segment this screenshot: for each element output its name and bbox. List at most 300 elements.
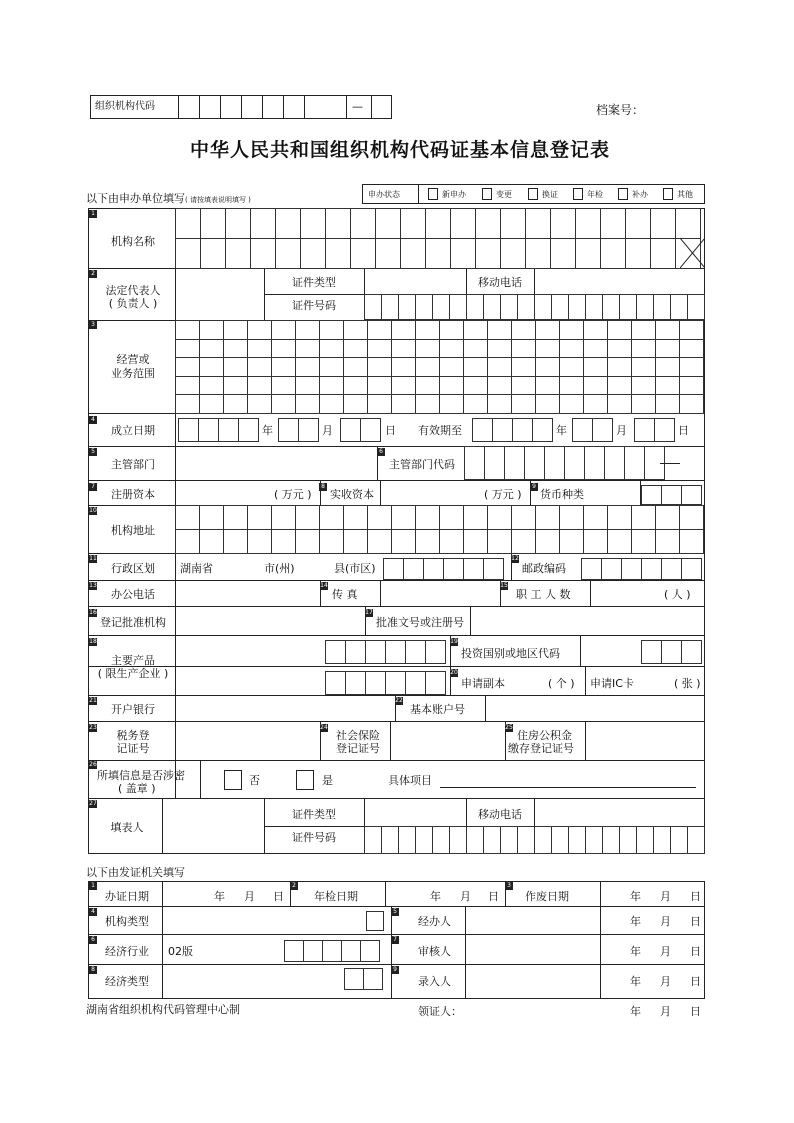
legal-rep-id-cell[interactable]: [466, 294, 484, 320]
org-name-cell[interactable]: [350, 238, 376, 269]
address-cell[interactable]: [367, 505, 392, 530]
org-name-cell[interactable]: [400, 238, 426, 269]
scope-cell[interactable]: [583, 357, 608, 377]
scope-cell[interactable]: [319, 376, 344, 396]
scope-cell[interactable]: [583, 320, 608, 340]
scope-cell[interactable]: [535, 357, 560, 377]
legal-rep-id-cell[interactable]: [398, 294, 416, 320]
scope-cell[interactable]: [415, 357, 440, 377]
filler-id-cell[interactable]: [687, 826, 705, 854]
scope-cell[interactable]: [295, 376, 320, 396]
district-cell[interactable]: [383, 558, 404, 580]
address-cell[interactable]: [607, 529, 632, 554]
legal-rep-id-cell[interactable]: [687, 294, 705, 320]
country-code-cell[interactable]: [661, 640, 682, 664]
org-name-cell[interactable]: [300, 208, 326, 239]
address-cell[interactable]: [559, 529, 584, 554]
dept-code-cell[interactable]: [604, 446, 625, 480]
org-name-cell[interactable]: [175, 238, 201, 269]
legal-rep-id-cell[interactable]: [432, 294, 450, 320]
address-cell[interactable]: [487, 529, 512, 554]
dept-code-cell[interactable]: [504, 446, 525, 480]
status-checkbox[interactable]: [573, 188, 583, 200]
filler-id-cell[interactable]: [551, 826, 569, 854]
scope-cell[interactable]: [511, 376, 536, 396]
currency-cell[interactable]: [681, 485, 702, 505]
address-cell[interactable]: [223, 505, 248, 530]
scope-cell[interactable]: [655, 394, 680, 414]
address-cell[interactable]: [343, 505, 368, 530]
org-type-cell[interactable]: [366, 911, 384, 931]
est-month-cell[interactable]: [278, 418, 299, 442]
address-cell[interactable]: [415, 505, 440, 530]
scope-cell[interactable]: [391, 357, 416, 377]
org-name-cell[interactable]: [675, 208, 701, 239]
scope-cell[interactable]: [367, 376, 392, 396]
legal-rep-id-cell[interactable]: [653, 294, 671, 320]
scope-cell[interactable]: [343, 394, 368, 414]
address-cell[interactable]: [175, 505, 200, 530]
scope-cell[interactable]: [487, 357, 512, 377]
econ-type-cell[interactable]: [344, 968, 364, 990]
address-cell[interactable]: [655, 505, 680, 530]
scope-cell[interactable]: [415, 339, 440, 359]
industry-cell[interactable]: [284, 940, 304, 962]
scope-cell[interactable]: [271, 376, 296, 396]
district-cell[interactable]: [423, 558, 444, 580]
scope-cell[interactable]: [391, 394, 416, 414]
filler-id-cell[interactable]: [432, 826, 450, 854]
org-name-cell[interactable]: [450, 208, 476, 239]
scope-cell[interactable]: [511, 339, 536, 359]
scope-cell[interactable]: [319, 394, 344, 414]
valid-month-cell[interactable]: [572, 418, 593, 442]
scope-cell[interactable]: [559, 339, 584, 359]
scope-cell[interactable]: [223, 394, 248, 414]
scope-cell[interactable]: [343, 357, 368, 377]
scope-cell[interactable]: [487, 394, 512, 414]
dept-code-cell[interactable]: [524, 446, 545, 480]
scope-cell[interactable]: [439, 320, 464, 340]
org-name-cell[interactable]: [250, 208, 276, 239]
scope-cell[interactable]: [199, 357, 224, 377]
org-name-cell[interactable]: [375, 208, 401, 239]
scope-cell[interactable]: [175, 339, 200, 359]
address-cell[interactable]: [655, 529, 680, 554]
org-name-cell[interactable]: [425, 238, 451, 269]
address-cell[interactable]: [343, 529, 368, 554]
main-product-cell[interactable]: [345, 640, 366, 664]
main-product-cell[interactable]: [425, 640, 446, 664]
scope-cell[interactable]: [199, 376, 224, 396]
legal-rep-id-cell[interactable]: [551, 294, 569, 320]
address-cell[interactable]: [391, 529, 416, 554]
scope-cell[interactable]: [655, 357, 680, 377]
scope-cell[interactable]: [535, 339, 560, 359]
scope-cell[interactable]: [319, 357, 344, 377]
address-cell[interactable]: [271, 505, 296, 530]
address-cell[interactable]: [631, 529, 656, 554]
scope-cell[interactable]: [655, 376, 680, 396]
scope-cell[interactable]: [511, 394, 536, 414]
scope-cell[interactable]: [583, 339, 608, 359]
secret-item-line[interactable]: [440, 787, 696, 788]
scope-cell[interactable]: [391, 320, 416, 340]
filler-id-cell[interactable]: [466, 826, 484, 854]
address-cell[interactable]: [295, 529, 320, 554]
scope-cell[interactable]: [247, 339, 272, 359]
filler-id-cell[interactable]: [517, 826, 535, 854]
scope-cell[interactable]: [583, 394, 608, 414]
org-name-cell[interactable]: [650, 208, 676, 239]
address-cell[interactable]: [175, 529, 200, 554]
scope-cell[interactable]: [607, 339, 632, 359]
scope-cell[interactable]: [295, 320, 320, 340]
address-cell[interactable]: [511, 505, 536, 530]
org-name-cell[interactable]: [175, 208, 201, 239]
est-year-cell[interactable]: [178, 418, 199, 442]
main-product-cell[interactable]: [405, 640, 426, 664]
filler-id-cell[interactable]: [602, 826, 620, 854]
address-cell[interactable]: [439, 505, 464, 530]
scope-cell[interactable]: [247, 357, 272, 377]
scope-cell[interactable]: [679, 339, 704, 359]
status-checkbox[interactable]: [618, 188, 628, 200]
scope-cell[interactable]: [415, 376, 440, 396]
status-checkbox[interactable]: [663, 188, 673, 200]
scope-cell[interactable]: [175, 376, 200, 396]
industry-cell[interactable]: [360, 940, 380, 962]
currency-cell[interactable]: [661, 485, 682, 505]
address-cell[interactable]: [463, 505, 488, 530]
filler-id-cell[interactable]: [381, 826, 399, 854]
legal-rep-id-cell[interactable]: [517, 294, 535, 320]
district-cell[interactable]: [483, 558, 504, 580]
org-name-cell[interactable]: [600, 208, 626, 239]
scope-cell[interactable]: [247, 394, 272, 414]
district-cell[interactable]: [403, 558, 424, 580]
scope-cell[interactable]: [559, 320, 584, 340]
legal-rep-id-cell[interactable]: [381, 294, 399, 320]
legal-rep-id-cell[interactable]: [534, 294, 552, 320]
main-product-cell[interactable]: [325, 671, 346, 695]
legal-rep-id-cell[interactable]: [364, 294, 382, 320]
org-name-cell[interactable]: [275, 208, 301, 239]
scope-cell[interactable]: [583, 376, 608, 396]
scope-cell[interactable]: [631, 320, 656, 340]
org-name-cell[interactable]: [350, 208, 376, 239]
scope-cell[interactable]: [679, 376, 704, 396]
filler-id-cell[interactable]: [500, 826, 518, 854]
org-name-cell[interactable]: [550, 238, 576, 269]
org-name-cell[interactable]: [200, 238, 226, 269]
org-name-cell[interactable]: [625, 208, 651, 239]
scope-cell[interactable]: [247, 320, 272, 340]
address-cell[interactable]: [391, 505, 416, 530]
est-day-cell[interactable]: [360, 418, 381, 442]
address-cell[interactable]: [463, 529, 488, 554]
address-cell[interactable]: [319, 529, 344, 554]
main-product-cell[interactable]: [345, 671, 366, 695]
address-cell[interactable]: [295, 505, 320, 530]
scope-cell[interactable]: [199, 394, 224, 414]
scope-cell[interactable]: [631, 357, 656, 377]
filler-id-cell[interactable]: [653, 826, 671, 854]
scope-cell[interactable]: [295, 339, 320, 359]
dept-code-cell[interactable]: [544, 446, 565, 480]
scope-cell[interactable]: [535, 394, 560, 414]
status-checkbox[interactable]: [482, 188, 492, 200]
org-name-cell[interactable]: [525, 238, 551, 269]
legal-rep-id-cell[interactable]: [619, 294, 637, 320]
scope-cell[interactable]: [463, 394, 488, 414]
filler-id-cell[interactable]: [483, 826, 501, 854]
valid-day-cell[interactable]: [634, 418, 655, 442]
industry-cell[interactable]: [322, 940, 342, 962]
scope-cell[interactable]: [511, 357, 536, 377]
est-year-cell[interactable]: [218, 418, 239, 442]
scope-cell[interactable]: [319, 320, 344, 340]
legal-rep-id-cell[interactable]: [585, 294, 603, 320]
scope-cell[interactable]: [535, 376, 560, 396]
scope-cell[interactable]: [271, 357, 296, 377]
legal-rep-id-cell[interactable]: [415, 294, 433, 320]
scope-cell[interactable]: [463, 376, 488, 396]
scope-cell[interactable]: [415, 320, 440, 340]
org-name-cell[interactable]: [500, 238, 526, 269]
address-cell[interactable]: [607, 505, 632, 530]
org-name-cell[interactable]: [475, 238, 501, 269]
org-name-cell[interactable]: [425, 208, 451, 239]
valid-month-cell[interactable]: [592, 418, 613, 442]
org-name-cell[interactable]: [525, 208, 551, 239]
scope-cell[interactable]: [223, 376, 248, 396]
industry-cell[interactable]: [303, 940, 323, 962]
address-cell[interactable]: [511, 529, 536, 554]
status-checkbox[interactable]: [528, 188, 538, 200]
org-name-cell[interactable]: [300, 238, 326, 269]
address-cell[interactable]: [439, 529, 464, 554]
est-day-cell[interactable]: [340, 418, 361, 442]
org-name-cell[interactable]: [450, 238, 476, 269]
scope-cell[interactable]: [679, 320, 704, 340]
scope-cell[interactable]: [439, 376, 464, 396]
scope-cell[interactable]: [367, 339, 392, 359]
scope-cell[interactable]: [439, 339, 464, 359]
filler-id-cell[interactable]: [398, 826, 416, 854]
org-name-cell[interactable]: [225, 208, 251, 239]
address-cell[interactable]: [535, 529, 560, 554]
address-cell[interactable]: [199, 529, 224, 554]
scope-cell[interactable]: [511, 320, 536, 340]
scope-cell[interactable]: [487, 376, 512, 396]
scope-cell[interactable]: [631, 376, 656, 396]
scope-cell[interactable]: [367, 320, 392, 340]
scope-cell[interactable]: [487, 320, 512, 340]
scope-cell[interactable]: [655, 339, 680, 359]
address-cell[interactable]: [535, 505, 560, 530]
address-cell[interactable]: [679, 529, 704, 554]
country-code-cell[interactable]: [641, 640, 662, 664]
scope-cell[interactable]: [367, 394, 392, 414]
est-year-cell[interactable]: [198, 418, 219, 442]
address-cell[interactable]: [247, 529, 272, 554]
scope-cell[interactable]: [175, 320, 200, 340]
dept-code-cell[interactable]: [584, 446, 605, 480]
scope-cell[interactable]: [631, 394, 656, 414]
main-product-cell[interactable]: [365, 671, 386, 695]
scope-cell[interactable]: [295, 394, 320, 414]
scope-cell[interactable]: [439, 394, 464, 414]
address-cell[interactable]: [559, 505, 584, 530]
filler-id-cell[interactable]: [449, 826, 467, 854]
scope-cell[interactable]: [391, 376, 416, 396]
district-cell[interactable]: [443, 558, 464, 580]
filler-id-cell[interactable]: [585, 826, 603, 854]
scope-cell[interactable]: [631, 339, 656, 359]
valid-year-cell[interactable]: [472, 418, 493, 442]
postcode-cell[interactable]: [581, 558, 602, 580]
scope-cell[interactable]: [559, 394, 584, 414]
scope-cell[interactable]: [223, 339, 248, 359]
scope-cell[interactable]: [199, 339, 224, 359]
address-cell[interactable]: [583, 529, 608, 554]
address-cell[interactable]: [631, 505, 656, 530]
scope-cell[interactable]: [223, 357, 248, 377]
scope-cell[interactable]: [463, 339, 488, 359]
scope-cell[interactable]: [607, 376, 632, 396]
org-name-cell[interactable]: [200, 208, 226, 239]
scope-cell[interactable]: [439, 357, 464, 377]
main-product-cell[interactable]: [385, 640, 406, 664]
scope-cell[interactable]: [679, 357, 704, 377]
scope-cell[interactable]: [367, 357, 392, 377]
scope-cell[interactable]: [175, 357, 200, 377]
scope-cell[interactable]: [223, 320, 248, 340]
filler-id-cell[interactable]: [415, 826, 433, 854]
org-name-cell[interactable]: [500, 208, 526, 239]
org-name-cell[interactable]: [375, 238, 401, 269]
org-name-cell[interactable]: [575, 238, 601, 269]
filler-id-cell[interactable]: [568, 826, 586, 854]
scope-cell[interactable]: [607, 357, 632, 377]
main-product-cell[interactable]: [385, 671, 406, 695]
est-month-cell[interactable]: [298, 418, 319, 442]
valid-year-cell[interactable]: [532, 418, 553, 442]
dept-code-cell[interactable]: [464, 446, 485, 480]
scope-cell[interactable]: [199, 320, 224, 340]
dept-code-cell[interactable]: [624, 446, 645, 480]
org-name-cell[interactable]: [550, 208, 576, 239]
org-name-cell[interactable]: [650, 238, 676, 269]
scope-cell[interactable]: [271, 320, 296, 340]
address-cell[interactable]: [247, 505, 272, 530]
valid-year-cell[interactable]: [492, 418, 513, 442]
address-cell[interactable]: [415, 529, 440, 554]
scope-cell[interactable]: [319, 339, 344, 359]
secret-no-checkbox[interactable]: [224, 770, 242, 790]
filler-id-cell[interactable]: [619, 826, 637, 854]
legal-rep-id-cell[interactable]: [670, 294, 688, 320]
address-cell[interactable]: [487, 505, 512, 530]
address-cell[interactable]: [583, 505, 608, 530]
scope-cell[interactable]: [343, 320, 368, 340]
scope-cell[interactable]: [655, 320, 680, 340]
address-cell[interactable]: [367, 529, 392, 554]
scope-cell[interactable]: [295, 357, 320, 377]
postcode-cell[interactable]: [601, 558, 622, 580]
org-name-cell[interactable]: [250, 238, 276, 269]
currency-cell[interactable]: [641, 485, 662, 505]
scope-cell[interactable]: [247, 376, 272, 396]
scope-cell[interactable]: [343, 339, 368, 359]
legal-rep-id-cell[interactable]: [449, 294, 467, 320]
legal-rep-id-cell[interactable]: [636, 294, 654, 320]
org-name-cell[interactable]: [625, 238, 651, 269]
org-name-cell[interactable]: [475, 208, 501, 239]
legal-rep-id-cell[interactable]: [500, 294, 518, 320]
org-name-cell[interactable]: [600, 238, 626, 269]
scope-cell[interactable]: [535, 320, 560, 340]
scope-cell[interactable]: [175, 394, 200, 414]
address-cell[interactable]: [223, 529, 248, 554]
org-name-cell[interactable]: [225, 238, 251, 269]
status-checkbox[interactable]: [428, 188, 438, 200]
postcode-cell[interactable]: [621, 558, 642, 580]
valid-day-cell[interactable]: [654, 418, 675, 442]
scope-cell[interactable]: [559, 376, 584, 396]
main-product-cell[interactable]: [365, 640, 386, 664]
legal-rep-id-cell[interactable]: [483, 294, 501, 320]
filler-id-cell[interactable]: [534, 826, 552, 854]
legal-rep-id-cell[interactable]: [602, 294, 620, 320]
org-name-cell[interactable]: [325, 208, 351, 239]
econ-type-cell[interactable]: [363, 968, 383, 990]
industry-cell[interactable]: [341, 940, 361, 962]
postcode-cell[interactable]: [661, 558, 682, 580]
address-cell[interactable]: [679, 505, 704, 530]
scope-cell[interactable]: [559, 357, 584, 377]
scope-cell[interactable]: [343, 376, 368, 396]
scope-cell[interactable]: [391, 339, 416, 359]
scope-cell[interactable]: [415, 394, 440, 414]
scope-cell[interactable]: [679, 394, 704, 414]
legal-rep-id-cell[interactable]: [568, 294, 586, 320]
filler-id-cell[interactable]: [670, 826, 688, 854]
valid-year-cell[interactable]: [512, 418, 533, 442]
address-cell[interactable]: [319, 505, 344, 530]
dept-code-cell[interactable]: [484, 446, 505, 480]
scope-cell[interactable]: [271, 394, 296, 414]
scope-cell[interactable]: [463, 357, 488, 377]
main-product-cell[interactable]: [425, 671, 446, 695]
address-cell[interactable]: [271, 529, 296, 554]
scope-cell[interactable]: [607, 394, 632, 414]
org-name-cell[interactable]: [325, 238, 351, 269]
address-cell[interactable]: [199, 505, 224, 530]
main-product-cell[interactable]: [325, 640, 346, 664]
est-year-cell[interactable]: [238, 418, 259, 442]
scope-cell[interactable]: [271, 339, 296, 359]
dept-code-cell[interactable]: [564, 446, 585, 480]
org-name-cell[interactable]: [400, 208, 426, 239]
filler-id-cell[interactable]: [364, 826, 382, 854]
org-name-cell[interactable]: [275, 238, 301, 269]
district-cell[interactable]: [463, 558, 484, 580]
country-code-cell[interactable]: [681, 640, 702, 664]
scope-cell[interactable]: [607, 320, 632, 340]
postcode-cell[interactable]: [641, 558, 662, 580]
